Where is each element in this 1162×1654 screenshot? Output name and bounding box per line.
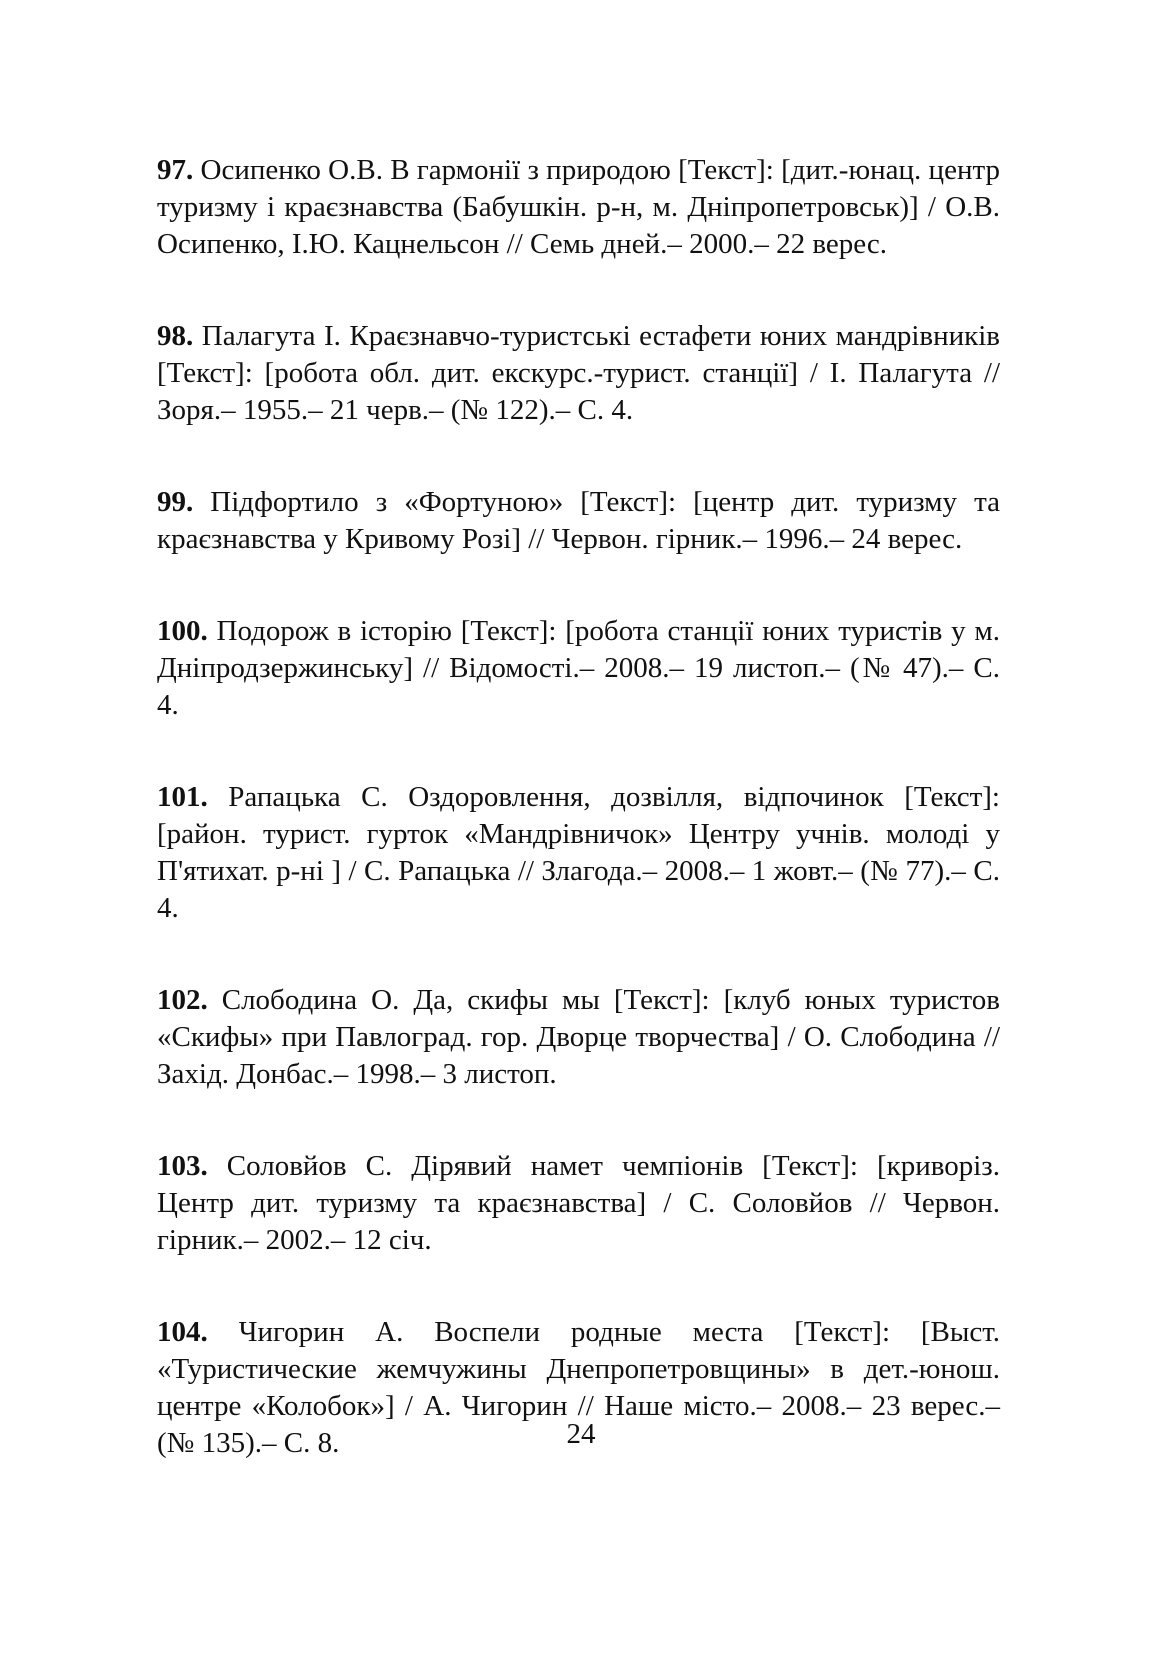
entry-number: 98. xyxy=(157,320,194,352)
entry-text: Подорож в історію [Текст]: [робота станції юних туристів у м. Дніпродзержинську] // Відомості.– 2008.– 19 листоп.– (№ 47).– С. 4. xyxy=(157,615,1000,721)
entry-number: 100. xyxy=(157,615,208,647)
page-number: 24 xyxy=(566,1418,596,1450)
entry-number: 104. xyxy=(157,1316,208,1348)
bibliography-entry-103 xyxy=(157,1148,1000,1259)
entry-number: 97. xyxy=(157,154,194,186)
entry-number: 103. xyxy=(157,1150,208,1182)
bibliography-entry-99 xyxy=(157,484,1000,558)
entry-number: 99. xyxy=(157,486,194,518)
entry-text: Палагута І. Краєзнавчо-туристські естафети юних мандрівників [Текст]: [робота обл. дит. екскурс.-турист. станції] / І. Палагута // Зоря.– 1955.– 21 черв.– (№ 122).– С. 4. xyxy=(157,320,1000,426)
entry-number: 102. xyxy=(157,984,208,1016)
bibliography-entry-100 xyxy=(157,613,1000,724)
entry-text: Підфортило з «Фортуною» [Текст]: [центр дит. туризму та краєзнавства у Кривому Розі] // Червон. гірник.– 1996.– 24 верес. xyxy=(157,486,1000,555)
entry-text: Слободина О. Да, скифы мы [Текст]: [клуб юных туристов «Скифы» при Павлоград. гор. Дворце творчества] / О. Слободина // Захід. Донбас.– 1998.– 3 листоп. xyxy=(157,984,1000,1090)
entry-text: Рапацька С. Оздоровлення, дозвілля, відпочинок [Текст]: [район. турист. гурток «Мандрівничок» Центру учнів. молоді у П'ятихат. р-ні ] / С. Рапацька // Злагода.– 2008.– 1 жовт.– (№ 77).– С. 4. xyxy=(157,781,1000,924)
entry-text: Соловйов С. Дірявий намет чемпіонів [Текст]: [криворіз. Центр дит. туризму та краєзнавства] / С. Соловйов // Червон. гірник.– 2002.– 12 січ. xyxy=(157,1150,1000,1256)
bibliography-entry-102 xyxy=(157,982,1000,1093)
entry-text: Чигорин А. Воспели родные места [Текст]: [Выст. «Туристические жемчужины Днепропетровщины» в дет.-юнош. центре «Колобок»] / А. Чигорин // Наше місто.– 2008.– 23 верес.– (№ 135).– С. 8. xyxy=(157,1316,1000,1459)
bibliography-list xyxy=(157,152,1000,1462)
entry-text: Осипенко О.В. В гармонії з природою [Текст]: [дит.-юнац. центр туризму і краєзнавства (Бабушкін. р-н, м. Дніпропетровськ)] / О.В. Осипенко, І.Ю. Кацнельсон // Семь дней.– 2000.– 22 верес. xyxy=(157,154,1000,260)
bibliography-entry-97 xyxy=(157,152,1000,263)
entry-number: 101. xyxy=(157,781,208,813)
bibliography-entry-98 xyxy=(157,318,1000,429)
bibliography-entry-101 xyxy=(157,779,1000,927)
